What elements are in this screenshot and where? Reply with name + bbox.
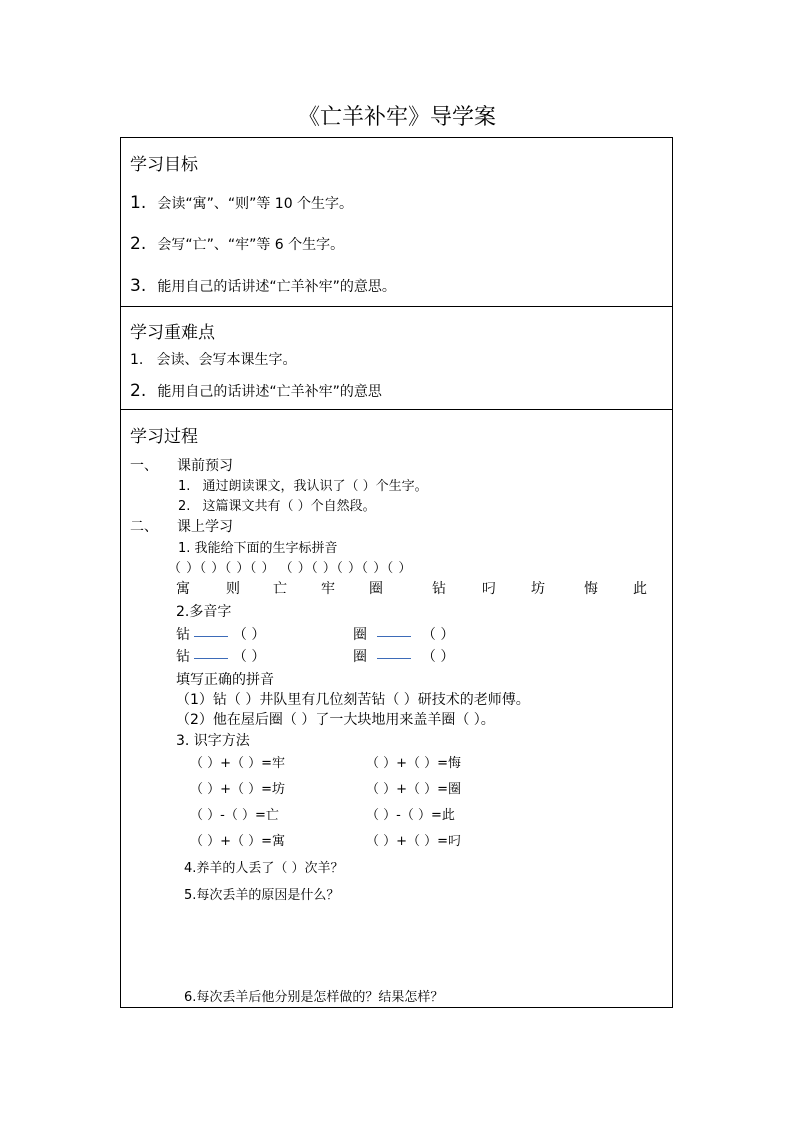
part1-item-num: 1. (178, 479, 191, 494)
polyphone-char: 钻 (176, 649, 190, 665)
keypoint-num: 2. (130, 381, 147, 401)
q3-text: 3. 识字方法 (176, 733, 250, 749)
part1-num: 一、 (130, 458, 158, 474)
method-left: （ ）+（ ）=寓 (190, 834, 286, 849)
char-2: 则 (226, 581, 240, 597)
method-right: （ ）+（ ）=圈 (366, 782, 462, 797)
part2-label: 课上学习 (177, 519, 233, 535)
section-divider (121, 409, 672, 410)
polyphone-char: 圈 (353, 627, 367, 643)
part1-item-num: 2. (178, 499, 191, 514)
fill-heading: 填写正确的拼音 (176, 672, 274, 688)
char-6: 钻 (432, 581, 446, 597)
keypoint-num: 1. (130, 352, 144, 368)
objective-num: 1. (130, 193, 147, 213)
objectives-heading: 学习目标 (130, 155, 198, 175)
char-7: 叼 (482, 581, 496, 597)
q4-text: 4.养羊的人丢了（ ）次羊？ (184, 861, 344, 876)
objective-text: 会写“亡”、“牢”等 6 个生字。 (157, 237, 345, 253)
keypoint-item (130, 349, 296, 369)
answer-line (377, 636, 411, 637)
polyphone-row (176, 624, 265, 644)
pinyin-blanks-row: （ ）（ ）（ ）（ ） （ ）（ ）（ ）（ ）（ ） (168, 561, 412, 576)
char-3: 亡 (273, 581, 287, 597)
answer-line (377, 658, 411, 659)
polyphone-paren: （ ） (421, 627, 455, 643)
part2-num: 二、 (130, 519, 158, 535)
keypoint-text: 会读、会写本课生字。 (156, 352, 297, 368)
char-8: 坊 (531, 581, 545, 597)
polyphone-char: 圈 (353, 649, 367, 665)
polyphone-row (353, 624, 454, 644)
method-right: （ ）+（ ）=叼 (366, 834, 462, 849)
char-1: 寓 (176, 581, 190, 597)
answer-line (194, 636, 228, 637)
part1-item (178, 495, 376, 514)
objective-item (130, 234, 344, 254)
part1-item-text: 通过朗读课文，我认识了（ ）个生字。 (202, 479, 428, 494)
process-heading: 学习过程 (130, 427, 198, 447)
q1-text: 1. 我能给下面的生字标拼音 (178, 541, 338, 556)
keypoint-text: 能用自己的话讲述“亡羊补牢”的意思 (157, 384, 382, 400)
method-right: （ ）+（ ）=悔 (366, 756, 462, 771)
keypoints-heading: 学习重难点 (130, 323, 215, 343)
method-left: （ ）-（ ）=亡 (190, 808, 279, 823)
keypoint-item (130, 381, 382, 401)
part1-item-text: 这篇课文共有（ ）个自然段。 (202, 499, 376, 514)
objective-num: 3. (130, 276, 147, 296)
section-divider (121, 306, 672, 307)
part1-label: 课前预习 (177, 458, 233, 474)
polyphone-paren: （ ） (421, 649, 455, 665)
polyphone-row (176, 646, 265, 666)
objective-item (130, 193, 353, 213)
method-right: （ ）-（ ）=此 (366, 808, 455, 823)
method-left: （ ）+（ ）=坊 (190, 782, 286, 797)
polyphone-char: 钻 (176, 627, 190, 643)
objective-num: 2. (130, 234, 147, 254)
page-title: 《亡羊补牢》导学案 (297, 105, 496, 130)
fill-item: （1）钻（ ）井队里有几位刻苦钻（ ）研技术的老师傅。 (176, 692, 530, 708)
objective-item (130, 276, 396, 296)
polyphone-row (353, 646, 454, 666)
char-10: 此 (633, 581, 647, 597)
polyphone-paren: （ ） (232, 627, 266, 643)
answer-line (194, 658, 228, 659)
polyphone-paren: （ ） (232, 649, 266, 665)
objective-text: 能用自己的话讲述“亡羊补牢”的意思。 (157, 279, 396, 295)
q2-text: 2.多音字 (176, 604, 232, 620)
q6-text: 6.每次丢羊后他分别是怎样做的？结果怎样？ (184, 990, 444, 1005)
char-9: 悔 (584, 581, 598, 597)
char-4: 牢 (321, 581, 335, 597)
method-left: （ ）+（ ）=牢 (190, 756, 286, 771)
char-5: 圈 (369, 581, 383, 597)
q5-text: 5.每次丢羊的原因是什么？ (184, 888, 340, 903)
part1-item (178, 475, 428, 494)
fill-item: （2）他在屋后圈（ ）了一大块地用来盖羊圈（ ）。 (176, 712, 495, 728)
objective-text: 会读“寓”、“则”等 10 个生字。 (157, 196, 354, 212)
